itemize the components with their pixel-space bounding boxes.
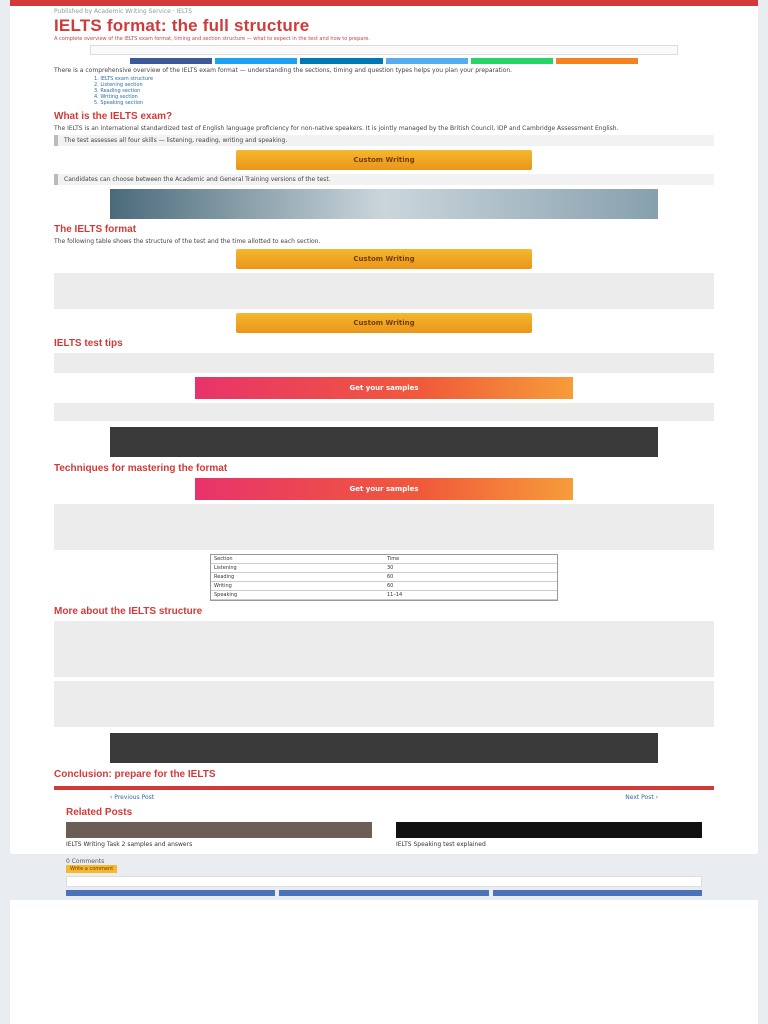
related-heading: Related Posts <box>66 807 133 818</box>
related-grid <box>66 822 702 848</box>
video-embed[interactable] <box>110 427 658 457</box>
table-row: Speaking 11–14 <box>211 591 557 600</box>
ad-banner[interactable]: Custom Writing <box>236 150 532 170</box>
section-heading: Conclusion: prepare for the IELTS <box>54 769 216 780</box>
post-meta: Published by Academic Writing Service · IELTS <box>54 8 193 15</box>
section-heading: Techniques for mastering the format <box>54 463 228 474</box>
section-heading: The IELTS format <box>54 224 137 235</box>
content-block <box>54 403 714 421</box>
footer-share-button[interactable] <box>66 890 275 896</box>
share-facebook-button[interactable] <box>130 58 212 64</box>
toc-item[interactable]: 3. Reading section <box>94 88 141 94</box>
content-block <box>54 681 714 727</box>
footer-share-bar <box>66 890 702 896</box>
post-pager <box>110 794 658 801</box>
promo-banner[interactable]: Get your samples <box>195 478 573 500</box>
ad-banner[interactable]: Custom Writing <box>236 249 532 269</box>
divider <box>54 786 714 790</box>
comments-count: 0 Comments <box>66 858 105 865</box>
intro-text: There is a comprehensive overview of the IELTS exam format — understanding the sections, timing and question types helps you plan your preparation. <box>54 67 513 74</box>
related-card[interactable] <box>66 822 372 848</box>
table-row: Listening 30 <box>211 564 557 573</box>
related-card[interactable] <box>396 822 702 848</box>
comments-footer <box>10 854 758 900</box>
section-heading: More about the IELTS structure <box>54 606 203 617</box>
toc-item[interactable]: 4. Writing section <box>94 94 138 100</box>
footer-share-button[interactable] <box>493 890 702 896</box>
comment-input[interactable] <box>66 876 702 887</box>
table-row: Reading 60 <box>211 573 557 582</box>
top-accent-bar <box>10 0 758 6</box>
share-linkedin-button[interactable] <box>300 58 382 64</box>
related-title[interactable]: IELTS Speaking test explained <box>396 841 486 848</box>
toc-item[interactable]: 1. IELTS exam structure <box>94 76 154 82</box>
related-title[interactable]: IELTS Writing Task 2 samples and answers <box>66 841 193 848</box>
content-block <box>54 621 714 677</box>
previous-post-link[interactable]: ‹ Previous Post <box>110 794 155 801</box>
blockquote: Candidates can choose between the Academic and General Training versions of the test. <box>54 174 714 185</box>
section-heading: What is the IELTS exam? <box>54 111 173 122</box>
content-block <box>54 504 714 550</box>
related-thumbnail[interactable] <box>396 822 702 838</box>
format-table <box>210 554 558 601</box>
related-posts <box>10 807 758 848</box>
share-twitter-button[interactable] <box>215 58 297 64</box>
page-title: IELTS format: the full structure <box>54 16 310 35</box>
table-header: Section Time <box>211 555 557 564</box>
search-input[interactable] <box>90 45 678 55</box>
toc-item[interactable]: 2. Listening section <box>94 82 143 88</box>
content-block <box>54 353 714 373</box>
share-email-button[interactable] <box>556 58 638 64</box>
comment-button[interactable]: Write a comment <box>66 865 117 873</box>
section-heading: IELTS test tips <box>54 338 123 349</box>
footer-share-button[interactable] <box>279 890 488 896</box>
related-thumbnail[interactable] <box>66 822 372 838</box>
share-messenger-button[interactable] <box>386 58 468 64</box>
promo-banner[interactable]: Get your samples <box>195 377 573 399</box>
table-of-contents <box>94 76 758 106</box>
article-image <box>110 189 658 219</box>
video-embed[interactable] <box>110 733 658 763</box>
share-whatsapp-button[interactable] <box>471 58 553 64</box>
content-block <box>54 273 714 309</box>
section-text: The IELTS is an international standardized test of English language proficiency for non-native speakers. It is jointly managed by the British Council, IDP and Cambridge Assessment English. <box>54 125 619 132</box>
post-excerpt: A complete overview of the IELTS exam format, timing and section structure — what to expect in the test and how to prepare. <box>54 36 370 42</box>
next-post-link[interactable]: Next Post › <box>625 794 658 801</box>
blockquote: The test assesses all four skills — listening, reading, writing and speaking. <box>54 135 714 146</box>
section-text: The following table shows the structure of the test and the time allotted to each section. <box>54 238 321 245</box>
table-row: Writing 60 <box>211 582 557 591</box>
page <box>10 0 758 1024</box>
share-bar <box>130 58 638 64</box>
ad-banner[interactable]: Custom Writing <box>236 313 532 333</box>
toc-item[interactable]: 5. Speaking section <box>94 100 144 106</box>
